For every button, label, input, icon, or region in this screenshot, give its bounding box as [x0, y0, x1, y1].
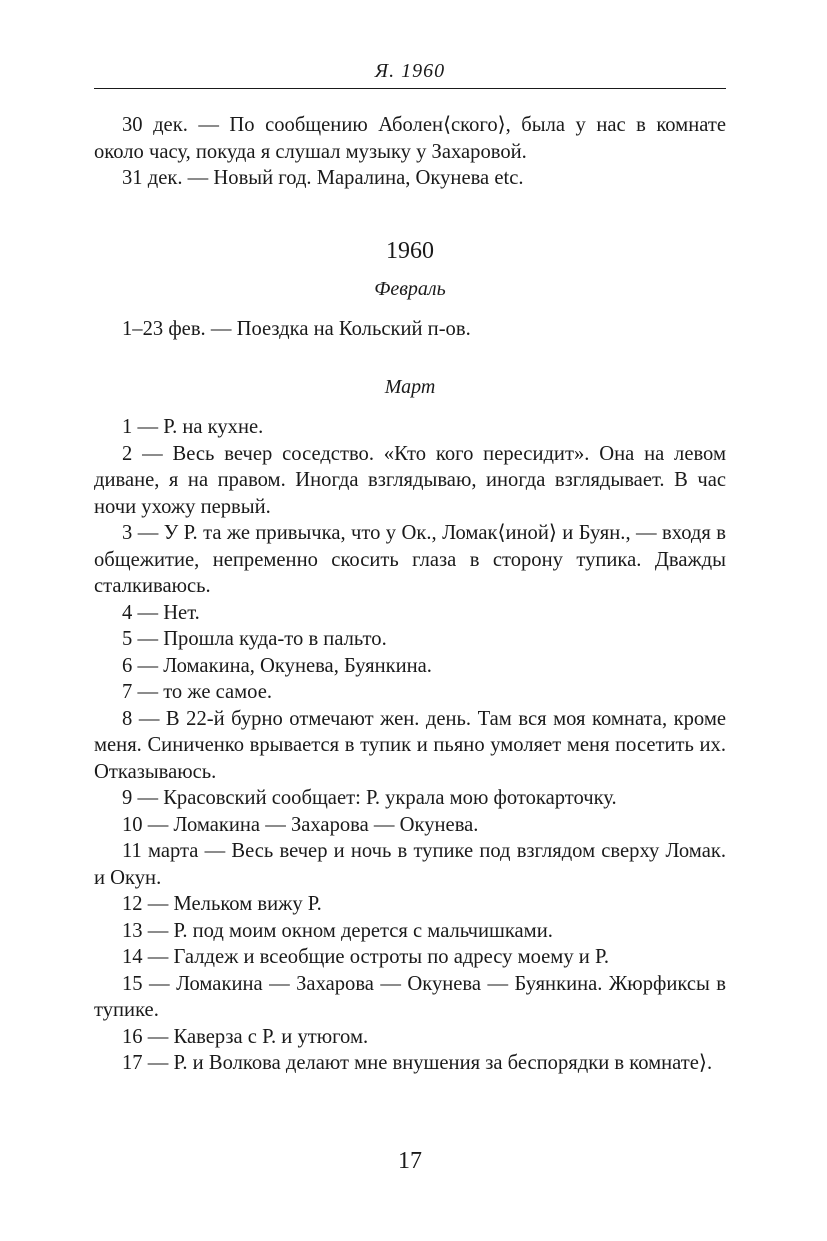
- diary-entry: 8 — В 22-й бурно отмечают жен. день. Там вся моя комната, кроме меня. Синиченко врывается в тупик и пьяно умоляет меня посетить их. Отказываюсь.: [94, 707, 726, 783]
- book-page: [94, 0, 726, 1241]
- month-heading-february: Февраль: [374, 277, 446, 300]
- diary-entry: 31 дек. — Новый год. Маралина, Окунева etc.: [122, 167, 524, 189]
- diary-entry: 11 марта — Весь вечер и ночь в тупике под взглядом сверху Ломак. и Окун.: [94, 840, 726, 889]
- diary-entry: 12 — Мельком вижу Р.: [122, 893, 322, 915]
- header-rule: [94, 88, 726, 89]
- diary-entry: 1–23 фев. — Поездка на Кольский п-ов.: [122, 317, 471, 340]
- diary-entry: 5 — Прошла куда-то в пальто.: [122, 628, 387, 650]
- diary-entry: 4 — Нет.: [122, 601, 200, 624]
- diary-entry: 17 — Р. и Волкова делают мне внушения за беспорядки в комнате⟩.: [122, 1052, 713, 1074]
- diary-entry: 30 дек. — По сообщению Аболен⟨ского⟩, была у нас в комнате около часу, покуда я слушал музыку у Захаровой.: [94, 114, 726, 163]
- diary-entry: 10 — Ломакина — Захарова — Окунева.: [122, 813, 479, 836]
- diary-entry: 16 — Каверза с Р. и утюгом.: [122, 1025, 369, 1048]
- diary-entry: 14 — Галдеж и всеобщие остроты по адресу моему и Р.: [122, 946, 609, 968]
- diary-entry: 2 — Весь вечер соседство. «Кто кого пересидит». Она на левом диване, я на правом. Иногда взглядываю, иногда взглядывает. В час ночи ухожу первый.: [94, 442, 726, 518]
- body-text: [94, 112, 726, 1077]
- diary-entry: 3 — У Р. та же привычка, что у Ок., Ломак⟨иной⟩ и Буян., — входя в общежитие, непременно скосить глаза в сторону тупика. Дважды сталкиваюсь.: [94, 522, 726, 597]
- diary-entry: 13 — Р. под моим окном дерется с мальчишками.: [122, 919, 553, 942]
- diary-entry: 9 — Красовский сообщает: Р. украла мою фотокарточку.: [122, 787, 617, 809]
- year-heading: 1960: [386, 237, 434, 264]
- diary-entry: 7 — то же самое.: [122, 681, 273, 703]
- diary-entry: 6 — Ломакина, Окунева, Буянкина.: [122, 654, 432, 677]
- diary-entry: 15 — Ломакина — Захарова — Окунева — Буянкина. Жюрфиксы в тупике.: [94, 972, 726, 1021]
- diary-entry: 1 — Р. на кухне.: [122, 416, 264, 438]
- page-number: 17: [398, 1148, 422, 1174]
- month-heading-march: Март: [384, 376, 436, 398]
- running-head: Я. 1960: [374, 60, 446, 82]
